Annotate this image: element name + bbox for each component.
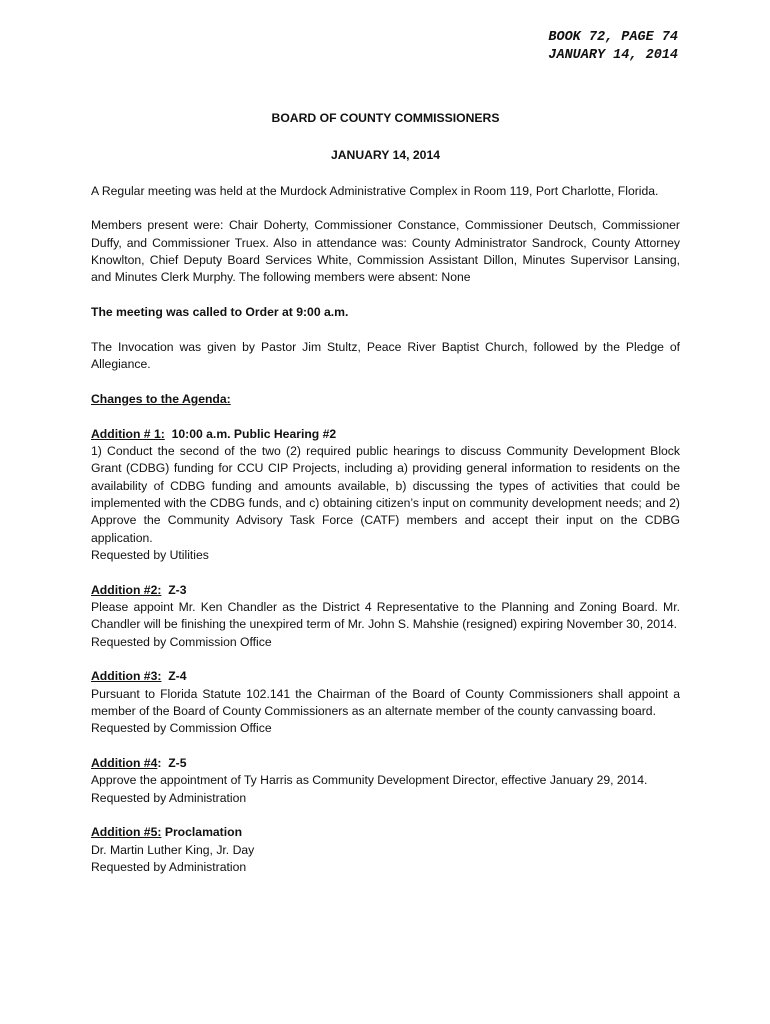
addition-label: Addition #5: <box>91 825 162 840</box>
members-paragraph: Members present were: Chair Doherty, Commissioner Constance, Commissioner Deutsch, Commissioner Duffy, and Commissioner Truex. Also in attendance was: County Administrator Sandrock, County Attorney Knowlton, Chief Deputy Board Services White, Commission Assistant Dillon, Minutes Supervisor Lansing, and Minutes Clerk Murphy. The following members were absent: None <box>91 218 680 285</box>
addition-item: 10:00 a.m. Public Hearing #2 <box>171 426 337 441</box>
addition-body: Dr. Martin Luther King, Jr. Day <box>91 842 255 857</box>
document-body <box>91 110 680 876</box>
addition-item: Z-3 <box>168 582 187 597</box>
addition-requested-by: Requested by Administration <box>91 790 247 805</box>
addition-requested-by: Requested by Administration <box>91 860 247 874</box>
addition-item: Proclamation <box>164 825 243 840</box>
addition-3 <box>91 668 680 737</box>
addition-body: Approve the appointment of Ty Harris as Community Development Director, effective January 29, 2014. <box>91 773 648 788</box>
changes-heading: Changes to the Agenda: <box>91 391 231 406</box>
header-date: JANUARY 14, 2014 <box>548 48 678 63</box>
addition-label: Addition #2: <box>91 582 162 597</box>
call-to-order: The meeting was called to Order at 9:00 a.m. <box>91 305 349 320</box>
addition-requested-by: Requested by Commission Office <box>91 634 272 649</box>
addition-requested-by: Requested by Commission Office <box>91 721 272 736</box>
addition-label: Addition #4 <box>91 756 158 771</box>
addition-label: Addition # 1: <box>91 426 165 441</box>
addition-heading: Addition #4: Z-5 <box>91 756 187 771</box>
book-page-number: BOOK 72, PAGE 74 <box>548 30 678 45</box>
book-page-header <box>548 29 678 65</box>
addition-4 <box>91 755 680 807</box>
intro-paragraph: A Regular meeting was held at the Murdock Administrative Complex in Room 119, Port Charlotte, Florida. <box>91 183 659 198</box>
document-title: BOARD OF COUNTY COMMISSIONERS <box>271 111 500 125</box>
addition-heading <box>91 824 680 841</box>
addition-body: Pursuant to Florida Statute 102.141 the Chairman of the Board of County Commissioners shall appoint a member of the Board of County Commissioners as an alternate member of the county canvassing board. <box>91 686 680 718</box>
document-date: JANUARY 14, 2014 <box>330 148 441 163</box>
invocation-paragraph: The Invocation was given by Pastor Jim Stultz, Peace River Baptist Church, followed by the Pledge of Allegiance. <box>91 339 680 372</box>
addition-requested-by: Requested by Utilities <box>91 547 209 562</box>
addition-2 <box>91 582 680 651</box>
addition-body: Please appoint Mr. Ken Chandler as the District 4 Representative to the Planning and Zoning Board. Mr. Chandler will be finishing the unexpired term of Mr. John S. Mahshie (resigned) expiring November 30, 2014. <box>91 599 680 632</box>
addition-heading <box>91 426 680 443</box>
addition-heading <box>91 668 680 685</box>
addition-label: Addition #3: <box>91 669 162 684</box>
addition-item: Z-4 <box>168 669 187 684</box>
addition-body: 1) Conduct the second of the two (2) required public hearings to discuss Community Development Block Grant (CDBG) funding for CCU CIP Projects, including a) providing general information to residents on the availability of CDBG funding and amounts available, b) discussing the types of activities that could be implemented with the CDBG funds, and c) obtaining citizen’s input on community development needs; and 2) Approve the Community Advisory Task Force (CATF) members and accept their input on the CDBG application. <box>91 444 680 545</box>
addition-1 <box>91 426 680 564</box>
addition-item: Z-5 <box>168 756 187 771</box>
addition-5 <box>91 824 680 876</box>
addition-heading <box>91 582 680 599</box>
